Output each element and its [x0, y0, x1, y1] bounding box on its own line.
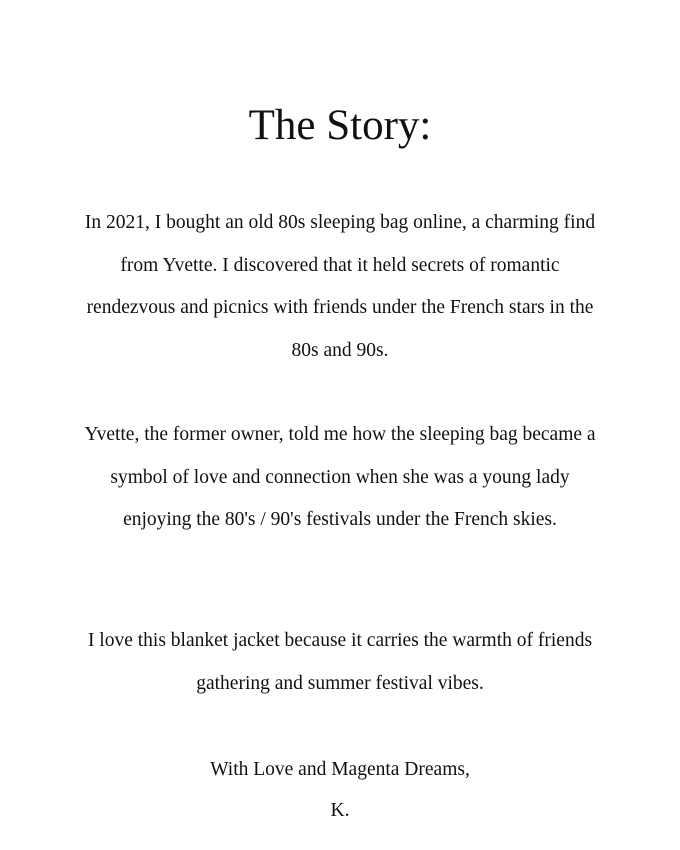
closing-line: With Love and Magenta Dreams, [210, 759, 470, 780]
story-paragraph-purchase: In 2021, I bought an old 80s sleeping bag online, a charming find from Yvette. I discovered that it held secrets of romantic rendezvous and picnics with friends under the French stars in the 80s and 90s. [84, 212, 596, 361]
signature: K. [330, 800, 350, 821]
page-title: The Story: [248, 102, 432, 149]
story-paragraph-former-owner: Yvette, the former owner, told me how the sleeping bag became a symbol of love and connection when she was a young lady enjoying the 80's / 90's festivals under the French skies. [84, 424, 596, 530]
story-paragraph-jacket: I love this blanket jacket because it carries the warmth of friends gathering and summer festival vibes. [87, 630, 593, 694]
